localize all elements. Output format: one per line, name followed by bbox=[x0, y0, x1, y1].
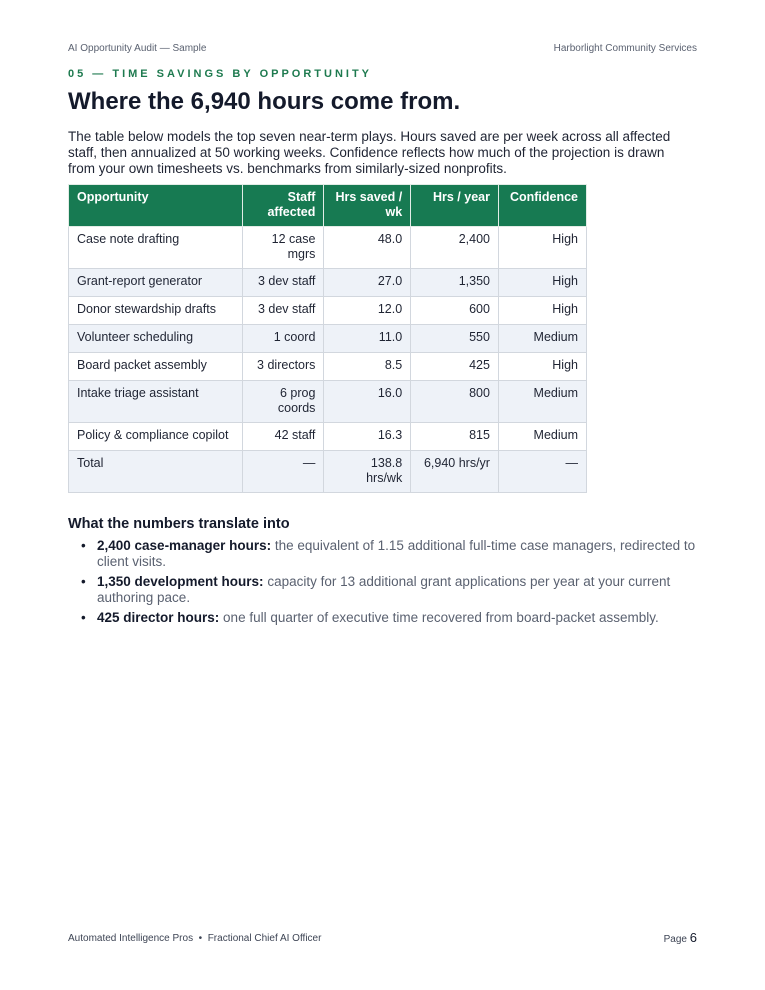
bullet-icon: • bbox=[81, 574, 86, 589]
table-row bbox=[69, 269, 587, 297]
table-total-row bbox=[69, 451, 587, 493]
section-eyebrow: 05 — TIME SAVINGS BY OPPORTUNITY bbox=[68, 68, 373, 80]
col-header-staff-affected: Staff affected bbox=[242, 185, 324, 227]
cell-hrs-year: 1,350 bbox=[411, 269, 499, 297]
cell-staff-affected: 3 directors bbox=[242, 353, 324, 381]
bullet-text: one full quarter of executive time recovered from board-packet assembly. bbox=[219, 610, 659, 625]
cell-hrs-saved-wk: 8.5 bbox=[324, 353, 411, 381]
cell-staff-affected: 3 dev staff bbox=[242, 269, 324, 297]
cell-hrs-saved-wk: 12.0 bbox=[324, 297, 411, 325]
table-row bbox=[69, 353, 587, 381]
cell-confidence: High bbox=[498, 269, 586, 297]
col-header-opportunity: Opportunity bbox=[69, 185, 243, 227]
cell-hrs-year: 815 bbox=[411, 423, 499, 451]
footer-page-indicator bbox=[664, 930, 697, 945]
bullet-icon: • bbox=[81, 538, 86, 553]
cell-opportunity: Intake triage assistant bbox=[69, 381, 243, 423]
cell-opportunity: Case note drafting bbox=[69, 227, 243, 269]
cell-opportunity: Donor stewardship drafts bbox=[69, 297, 243, 325]
header-doc-title: AI Opportunity Audit — Sample bbox=[68, 43, 207, 54]
list-item bbox=[68, 538, 698, 570]
cell-hrs-year: 2,400 bbox=[411, 227, 499, 269]
cell-hrs-year: 600 bbox=[411, 297, 499, 325]
cell-confidence: Medium bbox=[498, 381, 586, 423]
col-header-hrs-saved-wk: Hrs saved / wk bbox=[324, 185, 411, 227]
page-footer bbox=[68, 930, 697, 946]
cell-opportunity: Volunteer scheduling bbox=[69, 325, 243, 353]
list-item bbox=[68, 574, 698, 606]
cell-hrs-saved-wk: 16.3 bbox=[324, 423, 411, 451]
page-header bbox=[68, 43, 697, 57]
total-hrs-saved-wk: 138.8 hrs/wk bbox=[324, 451, 411, 493]
cell-staff-affected: 12 case mgrs bbox=[242, 227, 324, 269]
cell-confidence: High bbox=[498, 297, 586, 325]
bullet-bold-lead: 2,400 case-manager hours: bbox=[97, 538, 272, 553]
table-header-row bbox=[69, 185, 587, 227]
bullet-text: capacity for 13 additional grant applications per year at your current authoring pace. bbox=[97, 574, 671, 605]
cell-opportunity: Policy & compliance copilot bbox=[69, 423, 243, 451]
table-row bbox=[69, 297, 587, 325]
intro-paragraph: The table below models the top seven near-term plays. Hours saved are per week across all affected staff, then annualized at 50 working weeks. Confidence reflects how much of the projection is drawn from your own timesheets vs. benchmarks from similarly-sized nonprofits. bbox=[68, 129, 671, 176]
page-title: Where the 6,940 hours come from. bbox=[68, 88, 461, 115]
footer-company: Automated Intelligence Pros • Fractional Chief AI Officer bbox=[68, 933, 322, 944]
cell-hrs-year: 425 bbox=[411, 353, 499, 381]
table-row bbox=[69, 325, 587, 353]
cell-staff-affected: 3 dev staff bbox=[242, 297, 324, 325]
cell-confidence: Medium bbox=[498, 423, 586, 451]
bullet-text: the equivalent of 1.15 additional full-time case managers, redirected to client visits. bbox=[97, 538, 696, 569]
total-staff-affected: — bbox=[242, 451, 324, 493]
cell-hrs-year: 550 bbox=[411, 325, 499, 353]
cell-staff-affected: 42 staff bbox=[242, 423, 324, 451]
cell-hrs-saved-wk: 11.0 bbox=[324, 325, 411, 353]
opportunity-table bbox=[68, 184, 587, 493]
table-row bbox=[69, 227, 587, 269]
cell-staff-affected: 1 coord bbox=[242, 325, 324, 353]
cell-hrs-year: 800 bbox=[411, 381, 499, 423]
table-row bbox=[69, 423, 587, 451]
section-heading: What the numbers translate into bbox=[68, 516, 290, 532]
table-row bbox=[69, 381, 587, 423]
col-header-confidence: Confidence bbox=[498, 185, 586, 227]
page-number: 6 bbox=[689, 930, 697, 945]
cell-hrs-saved-wk: 27.0 bbox=[324, 269, 411, 297]
bullet-icon: • bbox=[81, 610, 86, 625]
page-label: Page bbox=[663, 934, 687, 945]
cell-confidence: Medium bbox=[498, 325, 586, 353]
header-org-name: Harborlight Community Services bbox=[553, 43, 697, 54]
total-label: Total bbox=[69, 451, 243, 493]
bullet-bold-lead: 1,350 development hours: bbox=[97, 574, 264, 589]
cell-staff-affected: 6 prog coords bbox=[242, 381, 324, 423]
cell-confidence: High bbox=[498, 353, 586, 381]
cell-hrs-saved-wk: 48.0 bbox=[324, 227, 411, 269]
total-hrs-year: 6,940 hrs/yr bbox=[411, 451, 499, 493]
bullet-list bbox=[68, 538, 698, 630]
cell-opportunity: Board packet assembly bbox=[69, 353, 243, 381]
cell-hrs-saved-wk: 16.0 bbox=[324, 381, 411, 423]
cell-confidence: High bbox=[498, 227, 586, 269]
col-header-hrs-year: Hrs / year bbox=[411, 185, 499, 227]
cell-opportunity: Grant-report generator bbox=[69, 269, 243, 297]
list-item bbox=[68, 610, 698, 626]
total-confidence: — bbox=[498, 451, 586, 493]
bullet-bold-lead: 425 director hours: bbox=[97, 610, 220, 625]
